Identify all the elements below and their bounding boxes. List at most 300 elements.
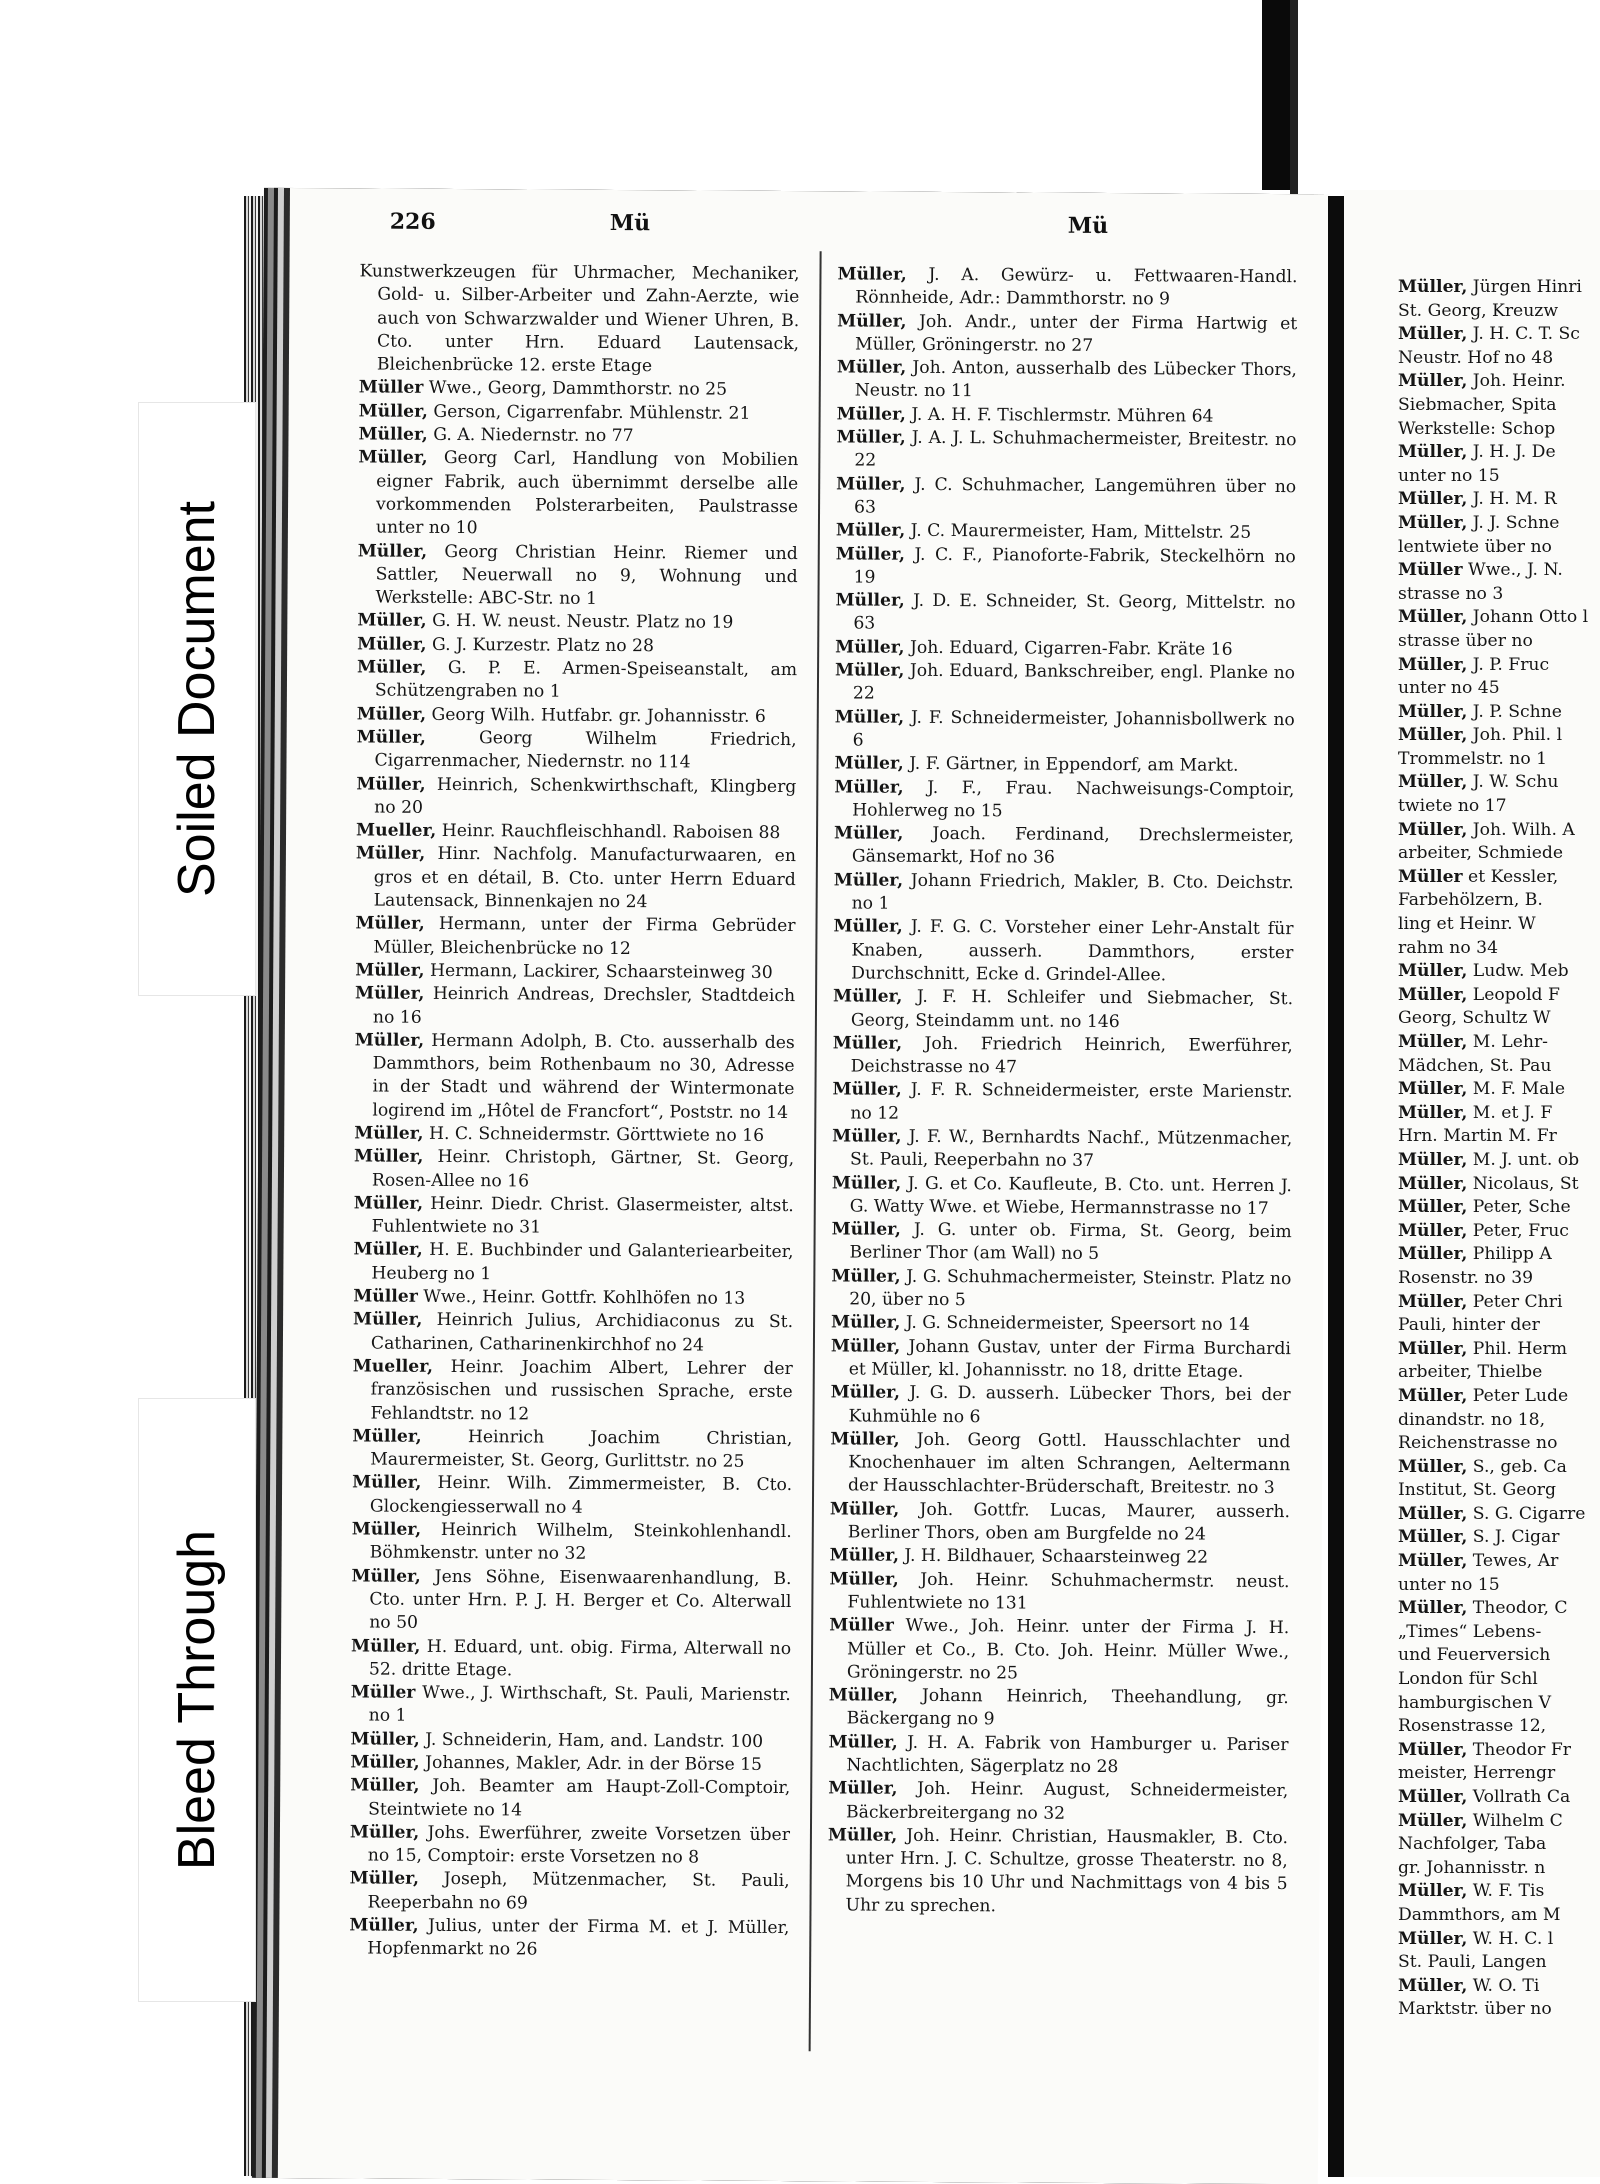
directory-entry [830, 1498, 1290, 1547]
entry-text: W. O. Ti [1472, 1975, 1540, 1996]
entry-text: Georg, Schultz W [1398, 1008, 1551, 1029]
entry-surname: Müller, [1398, 1244, 1468, 1265]
entry-surname: Müller, [357, 657, 427, 678]
entry-text: Joh. Phil. l [1472, 725, 1563, 746]
entry-text: strasse no 3 [1398, 583, 1504, 604]
entry-surname: Müller, [837, 310, 907, 332]
entry-surname: Müller, [831, 1266, 901, 1287]
entry-text: Georg Wilh. Hutfabr. gr. Johannisstr. 6 [431, 704, 766, 727]
entry-surname: Müller, [829, 1568, 899, 1590]
directory-entry [1398, 1715, 1600, 1739]
directory-entry [1398, 1621, 1600, 1645]
directory-entry [1398, 842, 1600, 866]
entry-surname: Müller, [356, 773, 426, 795]
entry-text: Nachfolger, Taba [1398, 1834, 1547, 1855]
entry-surname: Müller, [358, 424, 428, 445]
directory-entry [1398, 1196, 1600, 1220]
entry-text: J. Schneiderin, Ham, and. Landstr. 100 [425, 1729, 764, 1752]
directory-entry [837, 263, 1297, 312]
directory-entry [830, 1428, 1290, 1501]
entry-text: Johs. Ewerführer, zweite Vorsetzen über no 15, Comptoir: erste Vorsetzen no 8 [367, 1822, 791, 1868]
left-column [349, 260, 799, 1963]
entry-surname: Müller, [1398, 1032, 1468, 1052]
book-page [278, 188, 1330, 2184]
entry-text: Heinr. Christoph, Gärtner, St. Georg, Rosen-Allee no 16 [371, 1147, 795, 1192]
directory-entry [835, 636, 1295, 662]
entry-text: Hermann, unter der Firma Gebrüder Müller, Bleichenbrücke no 12 [373, 914, 796, 959]
entry-text: Joh. Heinr. Schuhmachermstr. neust. Fuhlentwiete no 131 [847, 1569, 1290, 1614]
directory-entry [356, 843, 796, 916]
entry-surname: Müller, [350, 1775, 420, 1797]
entry-surname: Müller, [831, 1172, 902, 1194]
directory-entry [351, 1682, 791, 1731]
entry-text: hamburgischen V [1398, 1692, 1552, 1713]
directory-entry [1398, 1739, 1600, 1763]
directory-entry [1398, 913, 1600, 937]
soiled-document-text: Soiled Document [168, 501, 226, 897]
directory-entry [1398, 960, 1600, 984]
entry-text: Joseph, Mützenmacher, St. Pauli, Reeperbahn no 69 [367, 1869, 790, 1914]
entry-surname: Müller, [1398, 701, 1468, 722]
directory-entry [353, 1285, 793, 1311]
directory-entry [359, 377, 799, 403]
entry-surname: Müller [358, 377, 424, 399]
directory-entry [1398, 1432, 1600, 1456]
entry-surname: Müller, [1398, 1551, 1468, 1572]
entry-text: Wwe., Georg, Dammthorstr. no 25 [428, 378, 728, 401]
entry-surname: Müller, [836, 427, 906, 448]
entry-text: Ludw. Meb [1472, 961, 1569, 982]
entry-surname: Müller, [357, 610, 427, 632]
entry-text: Hermann Adolph, B. Cto. ausserhalb des Dammthors, beim Rothenbaum no 30, Adresse in der Stadt und während der Wintermonate logirend im „Hôtel de Francfort“, Poststr. no 14 [372, 1030, 795, 1123]
directory-entry [1398, 1762, 1600, 1786]
entry-text: Heinrich, Schenkwirthschaft, Klingberg no 20 [374, 774, 797, 818]
running-header-right: Mü [1067, 212, 1109, 239]
entry-surname: Müller, [355, 983, 425, 1005]
entry-surname: Müller, [835, 543, 906, 565]
entry-surname: Müller, [355, 913, 425, 935]
entry-text: J. F. G. C. Vorsteher einer Lehr-Anstalt für Knaben, ausserh. Dammthors, erster Durchschnitt, Ecke d. Grindel-Allee. [851, 917, 1294, 986]
directory-entry [356, 820, 796, 846]
entry-surname: Müller, [829, 1499, 900, 1520]
entry-text: S. J. Cigar [1472, 1527, 1560, 1548]
directory-entry [1398, 677, 1600, 701]
entry-text: dinandstr. no 18, [1398, 1409, 1546, 1430]
directory-entry [1398, 300, 1600, 324]
entry-surname: Müller, [830, 1335, 901, 1357]
entry-text: J. F. H. Schleifer und Siebmacher, St. Georg, Steindamm unt. no 146 [850, 987, 1294, 1032]
entry-surname: Müller, [350, 1729, 420, 1750]
bleed-through-label [138, 1398, 256, 2002]
directory-entry [832, 1172, 1292, 1221]
directory-entry [1398, 1456, 1600, 1480]
entry-surname: Müller, [836, 474, 906, 495]
directory-entry [1398, 1479, 1600, 1503]
directory-entry [1398, 701, 1600, 725]
entry-text: S., geb. Ca [1472, 1456, 1567, 1477]
entry-surname: Müller, [835, 520, 906, 542]
entry-surname: Müller, [833, 870, 904, 891]
entry-text: Joh. Beamter am Haupt-Zoll-Comptoir, Steintwiete no 14 [368, 1776, 791, 1821]
entry-surname: Müller, [833, 986, 903, 1007]
directory-entry [1398, 1786, 1600, 1810]
directory-entry [351, 1635, 791, 1684]
directory-entry [354, 1192, 794, 1241]
entry-surname: Müller, [357, 540, 428, 562]
entry-text: Institut, St. Georg [1398, 1480, 1556, 1501]
entry-surname: Müller, [358, 401, 429, 422]
entry-surname: Müller, [1398, 654, 1468, 675]
entry-text: Nicolaus, St [1472, 1173, 1579, 1194]
directory-entry [1398, 1810, 1600, 1834]
entry-surname: Müller, [832, 1079, 902, 1101]
entry-text: J. G. Schuhmachermeister, Steinstr. Platz no 20, über no 5 [849, 1266, 1292, 1311]
entry-text: G. J. Kurzestr. Platz no 28 [431, 634, 655, 656]
entry-text: S. G. Cigarre [1472, 1503, 1586, 1524]
directory-entry [831, 1219, 1291, 1268]
entry-text: unter no 45 [1398, 678, 1500, 699]
directory-entry [1398, 606, 1600, 630]
entry-text: J. W. Schu [1472, 772, 1559, 793]
directory-entry [833, 1032, 1293, 1081]
entry-text: Joh. Georg Gottl. Hausschlachter und Knochenhauer im alten Schrangen, Aeltermann der Hausschlachter-Brüderschaft, Breitestr. no 3 [848, 1429, 1291, 1499]
directory-entry [837, 310, 1297, 359]
directory-entry [835, 659, 1295, 708]
entry-text: Johann Heinrich, Theehandlung, gr. Bäckergang no 9 [846, 1685, 1289, 1730]
entry-text: lentwiete über no [1398, 536, 1552, 557]
entry-text: J. H. C. T. Sc [1472, 324, 1580, 345]
entry-surname: Müller, [1398, 1928, 1468, 1949]
entry-surname: Mueller, [356, 820, 437, 842]
entry-surname: Müller, [1398, 1149, 1468, 1170]
entry-text: Julius, unter der Firma M. et J. Müller, Hopfenmarkt no 26 [367, 1915, 790, 1960]
entry-surname: Müller, [1398, 1739, 1468, 1760]
entry-surname: Müller, [352, 1472, 422, 1494]
entry-surname: Müller, [834, 706, 905, 728]
entry-text: Hinr. Nachfolg. Manufacturwaaren, en gros et en détail, B. Cto. unter Herrn Eduard Lautensack, Binnenkajen no 24 [373, 844, 796, 913]
entry-surname: Müller, [1398, 1975, 1468, 1996]
entry-text: Marktstr. über no [1398, 1999, 1552, 2020]
right-column [827, 263, 1297, 1920]
entry-text: Theodor Fr [1472, 1739, 1572, 1760]
directory-entry [1398, 1880, 1600, 1904]
entry-surname: Müller, [358, 447, 428, 469]
directory-entry [354, 1029, 795, 1125]
entry-text: Johann Otto l [1472, 607, 1589, 628]
entry-surname: Müller, [830, 1429, 900, 1450]
entry-surname: Müller, [353, 1239, 423, 1261]
entry-surname: Müller, [1398, 1598, 1468, 1619]
entry-text: ling et Heinr. W [1398, 914, 1536, 935]
directory-entry [1398, 1125, 1600, 1149]
entry-surname: Müller, [834, 776, 904, 798]
binding-bar-edge [1290, 0, 1298, 210]
entry-text: twiete no 17 [1398, 796, 1507, 817]
entry-text: Farbehölzern, B. [1398, 890, 1543, 911]
entry-text: J. F. Schneidermeister, Johannisbollwerk no 6 [852, 707, 1295, 751]
directory-entry [1398, 1904, 1600, 1928]
entry-surname: Müller, [828, 1732, 898, 1753]
directory-entry [1398, 1550, 1600, 1574]
entry-surname: Müller, [1398, 1220, 1468, 1241]
directory-entry [1398, 1220, 1600, 1244]
directory-entry [1398, 984, 1600, 1008]
directory-entry [349, 1914, 789, 1963]
entry-surname: Müller, [356, 704, 427, 725]
directory-entry [1398, 1149, 1600, 1173]
bleed-through-text: Bleed Through [168, 1529, 226, 1871]
entry-surname: Müller, [837, 264, 907, 285]
entry-surname: Müller, [355, 960, 425, 981]
directory-entry [1398, 1409, 1600, 1433]
directory-entry [359, 400, 799, 426]
entry-surname: Müller, [831, 1312, 901, 1334]
entry-text: Reichenstrasse no [1398, 1433, 1558, 1454]
directory-entry [349, 1868, 789, 1917]
directory-entry [1398, 370, 1600, 394]
entry-surname: Müller [1398, 866, 1463, 887]
entry-text: J. F., Frau. Nachweisungs-Comptoir, Hohlerweg no 15 [852, 777, 1295, 822]
entry-text: Georg Wilhelm Friedrich, Cigarrenmacher, Niedernstr. no 114 [374, 728, 797, 773]
directory-entry [832, 1079, 1292, 1128]
directory-entry [1398, 1173, 1600, 1197]
entry-text: Rosenstrasse 12, [1398, 1716, 1547, 1737]
entry-text: Jens Söhne, Eisenwaarenhandlung, B. Cto. unter Hrn. P. J. H. Berger et Co. Alterwall no 50 [369, 1566, 792, 1634]
entry-surname: Müller, [351, 1566, 421, 1587]
entry-text: Heinr. Rauchfleischhandl. Raboisen 88 [441, 821, 781, 844]
entry-text: Joh. Andr., unter der Firma Hartwig et Müller, Gröningerstr. no 27 [854, 311, 1298, 356]
directory-entry [1398, 937, 1600, 961]
directory-entry [831, 1312, 1291, 1338]
entry-text: Vollrath Ca [1472, 1787, 1571, 1807]
entry-surname: Müller, [834, 823, 904, 844]
entry-text: Werkstelle: Schop [1398, 418, 1556, 439]
entry-text: Neustr. Hof no 48 [1398, 347, 1554, 368]
entry-text: J. H. A. Fabrik von Hamburger u. Pariser Nachtlichten, Sägerplatz no 28 [846, 1732, 1289, 1778]
entry-text: Hermann, Lackirer, Schaarsteinweg 30 [429, 960, 773, 983]
directory-entry [833, 986, 1293, 1035]
entry-surname: Müller, [1398, 1810, 1468, 1831]
directory-entry [1398, 1243, 1600, 1267]
entry-text: H. E. Buchbinder und Galanteriearbeiter, Heuberg no 1 [371, 1240, 794, 1285]
page-number: 226 [389, 208, 436, 235]
entry-text: Rosenstr. no 39 [1398, 1267, 1534, 1288]
directory-entry [1398, 795, 1600, 819]
directory-entry [834, 776, 1294, 825]
entry-text: Theodor, C [1472, 1598, 1568, 1619]
directory-entry [1398, 1102, 1600, 1126]
directory-entry [837, 403, 1297, 429]
entry-surname: Müller, [354, 1146, 424, 1168]
entry-surname: Müller, [1398, 607, 1468, 628]
directory-entry [1398, 276, 1600, 300]
entry-text: Joh. Friedrich Heinrich, Ewerführer, Deichstrasse no 47 [850, 1033, 1293, 1078]
entry-text: Phil. Herm [1472, 1338, 1568, 1359]
entry-surname: Müller, [1398, 1503, 1468, 1524]
directory-entry [1398, 1267, 1600, 1291]
entry-text: Peter, Sche [1472, 1197, 1571, 1218]
entry-surname: Müller, [829, 1545, 900, 1567]
entry-text: Trommelstr. no 1 [1398, 748, 1548, 769]
directory-entry [352, 1425, 792, 1474]
directory-entry [828, 1731, 1288, 1780]
directory-entry [355, 983, 795, 1032]
entry-text: H. C. Schneidermstr. Görttwiete no 16 [428, 1123, 765, 1146]
binding-bar [1262, 0, 1292, 190]
entry-text: W. H. C. l [1472, 1928, 1554, 1949]
directory-entry [829, 1615, 1289, 1688]
entry-surname: Müller, [828, 1685, 899, 1706]
entry-text: Philipp A [1472, 1244, 1552, 1265]
column-divider [809, 251, 821, 2051]
directory-entry [353, 1239, 793, 1288]
entry-text: J. C. Maurermeister, Ham, Mittelstr. 25 [910, 521, 1252, 544]
entry-text: Wwe., Joh. Heinr. unter der Firma J. H. Müller et Co., B. Cto. Joh. Heinr. Müller Wwe., Gröningerstr. no 25 [846, 1616, 1290, 1684]
entry-surname: Müller, [832, 1033, 903, 1054]
entry-surname: Müller, [349, 1822, 420, 1843]
directory-entry [835, 706, 1295, 755]
entry-text: Joh. Eduard, Cigarren-Fabr. Kräte 16 [909, 637, 1233, 660]
directory-entry [1398, 1998, 1600, 2022]
entry-text: Jürgen Hinri [1472, 277, 1582, 297]
directory-entry [356, 773, 796, 822]
entry-surname: Müller, [1398, 1456, 1468, 1477]
directory-entry [350, 1775, 790, 1824]
entry-surname: Mueller, [352, 1356, 434, 1377]
directory-entry [1398, 1644, 1600, 1668]
entry-text: Siebmacher, Spita [1398, 394, 1557, 415]
directory-entry [354, 1122, 794, 1148]
entry-text: strasse über no [1398, 630, 1533, 651]
directory-entry [829, 1684, 1289, 1733]
entry-surname: Müller, [835, 637, 905, 658]
directory-entry [1398, 394, 1600, 418]
entry-surname: Müller [829, 1615, 894, 1636]
entry-surname: Müller, [1398, 1291, 1468, 1312]
entry-text: G. A. Niedernstr. no 77 [433, 424, 634, 447]
directory-entry [1398, 889, 1600, 913]
entry-surname: Müller, [1398, 1385, 1468, 1406]
entry-text: Wwe., J. Wirthschaft, St. Pauli, Marienstr. no 1 [368, 1682, 791, 1727]
entry-text: J. P. Schne [1472, 701, 1562, 722]
facing-page-column [1398, 276, 1600, 2022]
entry-surname: Müller, [1398, 1102, 1468, 1123]
directory-entry [1398, 1692, 1600, 1716]
entry-surname: Müller, [831, 1219, 902, 1240]
directory-entry [830, 1545, 1290, 1571]
entry-surname: Müller, [1398, 1173, 1468, 1194]
entry-text: W. F. Tis [1472, 1881, 1545, 1902]
directory-entry [350, 1728, 790, 1754]
entry-text: J. G. unter ob. Firma, St. Georg, beim Berliner Thor (am Wall) no 5 [849, 1220, 1292, 1265]
directory-entry [1398, 771, 1600, 795]
entry-text: St. Pauli, Langen [1398, 1952, 1547, 1973]
entry-text: Heinrich Andreas, Drechsler, Stadtdeich no 16 [372, 984, 796, 1028]
entry-text: Joh. Gottfr. Lucas, Maurer, ausserh. Berliner Thors, oben am Burgfelde no 24 [847, 1499, 1291, 1545]
entry-text: J. F. W., Bernhardts Nachf., Mützenmacher, St. Pauli, Reeperbahn no 37 [850, 1126, 1293, 1172]
directory-entry [1398, 1338, 1600, 1362]
directory-entry [836, 520, 1296, 546]
directory-entry [831, 1335, 1291, 1384]
entry-surname: Müller, [836, 404, 907, 425]
entry-surname: Müller, [1398, 371, 1468, 392]
entry-text: Joach. Ferdinand, Drechslermeister, Gänsemarkt, Hof no 36 [851, 824, 1295, 869]
directory-entry [834, 753, 1294, 779]
entry-text: et Kessler, [1468, 866, 1559, 887]
entry-text: Peter Lude [1472, 1385, 1569, 1406]
entry-text: Heinrich Julius, Archidiaconus zu St. Catharinen, Catharinenkirchhof no 24 [370, 1310, 794, 1356]
entry-text: J. P. Fruc [1472, 654, 1550, 675]
directory-entry [1398, 323, 1600, 347]
entry-text: J. G. D. ausserh. Lübecker Thors, bei der Kuhmühle no 6 [848, 1383, 1291, 1427]
entry-text: J. H. Bildhauer, Schaarsteinweg 22 [904, 1546, 1209, 1568]
directory-entry [836, 543, 1296, 592]
entry-surname: Müller [350, 1682, 416, 1703]
directory-entry [352, 1518, 792, 1567]
directory-entry [359, 260, 800, 379]
directory-entry [828, 1778, 1288, 1827]
entry-surname: Müller, [832, 1126, 902, 1147]
directory-entry [1398, 1833, 1600, 1857]
entry-surname: Müller, [1398, 1527, 1468, 1548]
directory-entry [358, 424, 798, 450]
entry-text: Joh. Heinr. [1472, 371, 1566, 392]
directory-entry [358, 447, 799, 543]
directory-entry [837, 357, 1297, 406]
directory-entry [833, 916, 1293, 989]
entry-text: Joh. Heinr. Christian, Hausmakler, B. Cto. unter Hrn. J. C. Schultze, grosse Theaterstr. no 8, Morgens bis 10 Uhr und Nachmittags von 4 bis 5 Uhr zu sprechen. [845, 1825, 1289, 1917]
entry-text: M. F. Male [1472, 1079, 1565, 1100]
directory-entry [1398, 630, 1600, 654]
directory-entry [1398, 488, 1600, 512]
directory-entry [1398, 1078, 1600, 1102]
entry-text: H. Eduard, unt. obig. Firma, Alterwall no 52. dritte Etage. [368, 1636, 792, 1681]
directory-entry [355, 959, 795, 985]
entry-text: unter no 15 [1398, 1574, 1500, 1595]
directory-entry [1398, 1007, 1600, 1031]
directory-entry [356, 726, 796, 775]
entry-text: G. H. W. neust. Neustr. Platz no 19 [432, 611, 734, 634]
directory-entry [352, 1355, 792, 1428]
entry-text: Georg Christian Heinr. Riemer und Sattler, Neuerwall no 9, Wohnung und Werkstelle: ABC-Str. no 1 [375, 541, 798, 610]
entry-text: Kunstwerkzeugen für Uhrmacher, Mechaniker, Gold- u. Silber-Arbeiter und Zahn-Aerzte, wie auch von Schwarzwalder und Wiener Uhren, B. Cto. unter Hrn. Eduard Lautensack, Bleichenbrücke 12. erste Etage [359, 261, 800, 377]
directory-entry [357, 540, 797, 613]
directory-entry [1398, 1055, 1600, 1079]
directory-entry [836, 426, 1296, 475]
running-header-left: Mü [609, 209, 651, 237]
directory-entry [830, 1382, 1290, 1431]
entry-surname: Müller, [828, 1778, 898, 1800]
directory-entry [1398, 1574, 1600, 1598]
soiled-document-label [138, 402, 256, 996]
directory-entry [1398, 1503, 1600, 1527]
entry-text: Wilhelm C [1472, 1810, 1563, 1831]
entry-text: Pauli, hinter der [1398, 1315, 1540, 1336]
entry-text: J. A. Gewürz- u. Fettwaaren-Handl. Rönnheide, Adr.: Dammthorstr. no 9 [855, 264, 1298, 310]
directory-entry [1398, 1031, 1600, 1055]
entry-text: Heinr. Joachim Albert, Lehrer der französischen und russischen Sprache, erste Fehlandtstr. no 12 [370, 1356, 793, 1425]
entry-surname: Müller, [1398, 442, 1468, 463]
entry-text: Wwe., Heinr. Gottfr. Kohlhöfen no 13 [423, 1286, 746, 1309]
directory-entry [1398, 866, 1600, 890]
entry-surname: Müller, [354, 1030, 425, 1051]
entry-text: Heinr. Diedr. Christ. Glasermeister, altst. Fuhlentwiete no 31 [371, 1193, 794, 1238]
entry-surname: Müller, [354, 1123, 424, 1144]
entry-surname: Müller, [1398, 512, 1468, 533]
entry-text: Leopold F [1472, 984, 1560, 1005]
entry-text: J. A. J. L. Schuhmachermeister, Breitestr. no 22 [854, 427, 1297, 471]
directory-entry [1398, 441, 1600, 465]
